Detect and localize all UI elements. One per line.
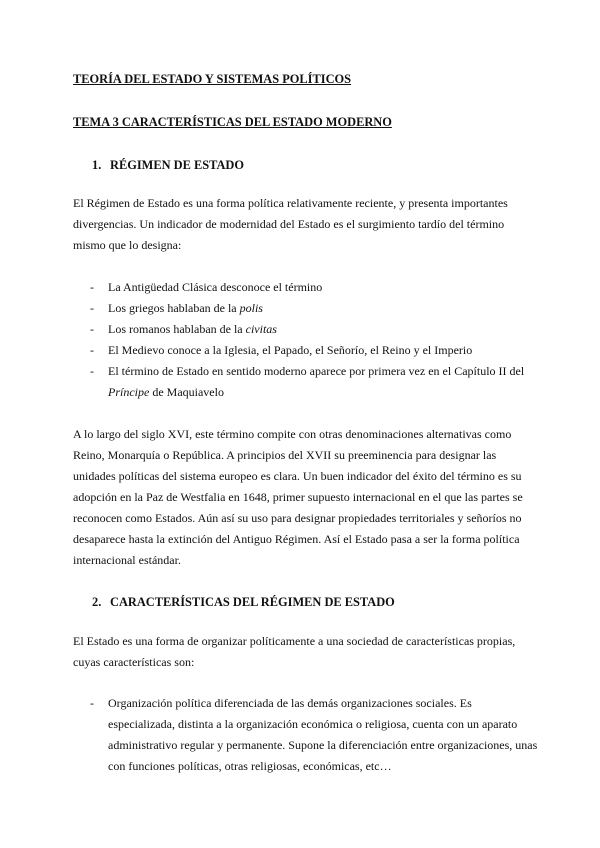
section-1-title: RÉGIMEN DE ESTADO [110, 158, 245, 172]
list-item: - Los romanos hablaban de la civitas [90, 322, 277, 336]
section-2-heading [92, 595, 395, 610]
section-2-title: CARACTERÍSTICAS DEL RÉGIMEN DE ESTADO [110, 595, 395, 609]
list-item: - El término de Estado en sentido moderno aparece por primera vez en el Capítulo II del Príncipe de Maquiavelo [90, 364, 525, 399]
paragraph-3: El Estado es una forma de organizar políticamente a una sociedad de características propias, cuyas características son: [73, 634, 516, 669]
list-1 [0, 277, 600, 403]
section-1-number: 1. [92, 158, 102, 172]
paragraph-2: A lo largo del siglo XVI, este término compite con otras denominaciones alternativas como Reino, Monarquía o República. A principios del XVII su preeminencia para designar las unidades políticas del sistema europeo es clara. Un buen indicador del éxito del término es su adopción en la Paz de Westfalia en 1648, primer supuesto internacional en el que las partes se reconocen como Estados. Aún así su uso para designar propiedades territoriales y señoríos no desaparece hasta la extinción del Antiguo Régimen. Así el Estado pasa a ser la forma política internacional estándar. [73, 427, 523, 567]
section-1-heading [92, 158, 244, 173]
paragraph-1: El Régimen de Estado es una forma política relativamente reciente, y presenta importantes divergencias. Un indicador de modernidad del Estado es el surgimiento tardío del término mismo que lo designa: [73, 196, 508, 252]
list-item: - Los griegos hablaban de la polis [90, 301, 263, 315]
topic-title: TEMA 3 CARACTERÍSTICAS DEL ESTADO MODERNO [73, 115, 392, 129]
document-title: TEORÍA DEL ESTADO Y SISTEMAS POLÍTICOS [73, 72, 352, 86]
list-item: - El Medievo conoce a la Iglesia, el Papado, el Señorío, el Reino y el Imperio [90, 343, 473, 357]
section-2-number: 2. [92, 595, 102, 609]
list-item: - La Antigüedad Clásica desconoce el término [90, 280, 323, 294]
list-2 [0, 693, 600, 777]
list-item: - Organización política diferenciada de las demás organizaciones sociales. Es especializada, distinta a la organización económica o religiosa, cuenta con un aparato administrativo regular y permanente. Supone la diferenciación entre organizaciones, unas con funciones políticas, otras religiosas, económicas, etc… [90, 696, 538, 773]
